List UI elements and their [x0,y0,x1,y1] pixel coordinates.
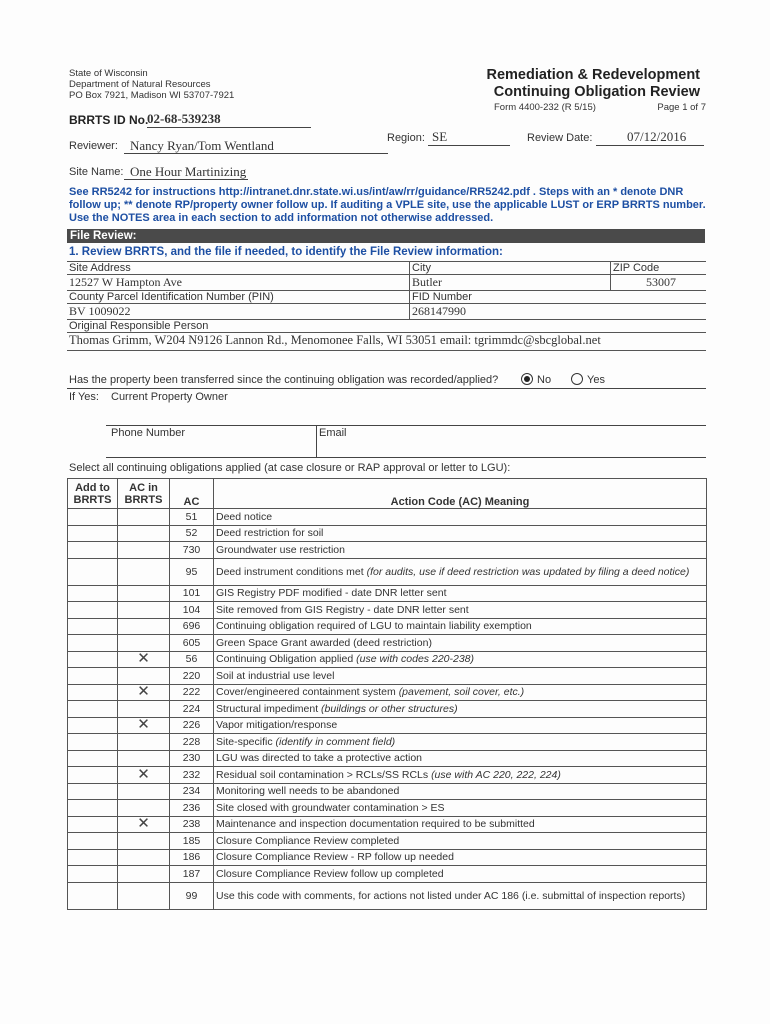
ac-meaning [214,585,707,602]
ac-in-brrts-cell[interactable] [118,734,170,751]
ac-meaning-note: (use with codes 220-238) [356,653,475,666]
form-title-1: Remediation & Redevelopment [486,67,700,83]
ac-code: 226 [170,717,214,734]
ac-in-brrts-cell[interactable] [118,849,170,866]
add-to-brrts-cell[interactable] [68,734,118,751]
review-date-underline [596,145,704,146]
ac-meaning [214,734,707,751]
ac-meaning-text: Site-specific [216,735,276,748]
ac-code: 104 [170,602,214,619]
ac-code: 234 [170,783,214,800]
ac-code: 52 [170,525,214,542]
ac-meaning-text: GIS Registry PDF modified - date DNR letter sent [216,587,447,600]
ac-meaning [214,618,707,635]
ac-code: 238 [170,816,214,833]
ac-meaning [214,849,707,866]
site-name-value[interactable]: One Hour Martinizing [130,164,247,179]
ac-row-52 [68,525,707,542]
ac-meaning-note: (use with AC 220, 222, 224) [431,768,561,781]
phone-underline [106,457,706,458]
ac-meaning [214,602,707,619]
ac-meaning [214,783,707,800]
ac-meaning-note: (identify in comment field) [275,735,396,748]
ac-meaning-text: Deed instrument conditions met [216,565,367,578]
ac-code: 187 [170,866,214,883]
ac-meaning-text: Cover/engineered containment system [216,686,399,699]
ac-row-99 [68,882,707,909]
ac-meaning-text: Vapor mitigation/response [216,719,338,732]
ac-code: 224 [170,701,214,718]
site-name-label: Site Name: [69,166,124,178]
ac-in-brrts-checked-icon[interactable]: ✕ [118,816,170,833]
radio-no-selected-icon[interactable] [521,373,533,385]
region-value[interactable]: SE [432,129,448,144]
ac-code: 56 [170,651,214,668]
ac-row-696 [68,618,707,635]
review-date-value[interactable]: 07/12/2016 [627,129,687,144]
ac-row-51 [68,509,707,526]
pin-value[interactable]: BV 1009022 [67,304,410,320]
add-to-brrts-cell[interactable] [68,618,118,635]
ac-meaning-text: Use this code with comments, for actions not listed under AC 186 (i.e. submittal of inspection reports) [216,889,686,902]
ac-row-224 [68,701,707,718]
ac-meaning-text: Structural impediment [216,702,322,715]
ac-meaning-text: Groundwater use restriction [216,543,345,556]
ac-in-brrts-cell[interactable] [118,635,170,652]
ac-in-brrts-checked-icon[interactable]: ✕ [118,684,170,701]
ac-code: 222 [170,684,214,701]
ac-row-238 [68,816,707,833]
ac-row-222 [68,684,707,701]
ac-code: 236 [170,800,214,817]
transfer-no-option[interactable] [521,373,551,386]
ac-meaning [214,717,707,734]
transfer-divider [67,388,706,389]
city-label: City [410,262,611,275]
ac-row-220 [68,668,707,685]
add-to-brrts-cell[interactable] [68,525,118,542]
site-name-underline [124,179,248,180]
ac-meaning-text: Residual soil contamination > RCLs/SS RCLs [216,768,432,781]
ac-meaning-text: Closure Compliance Review - RP follow up needed [216,851,454,864]
add-to-brrts-cell[interactable] [68,816,118,833]
ac-row-234 [68,783,707,800]
ac-in-brrts-cell[interactable] [118,668,170,685]
ac-in-brrts-cell[interactable] [118,701,170,718]
ac-in-brrts-cell[interactable] [118,882,170,909]
ac-row-95 [68,558,707,585]
pin-label: County Parcel Identification Number (PIN) [67,291,410,304]
add-to-brrts-cell[interactable] [68,651,118,668]
select-all-instruction: Select all continuing obligations applied (at case closure or RAP approval or letter to LGU): [69,462,511,474]
transfer-no-label: No [537,374,552,386]
city-value[interactable]: Butler [410,275,611,291]
ac-in-brrts-checked-icon[interactable]: ✕ [118,767,170,784]
ac-row-228 [68,734,707,751]
phone-email-divider [316,425,317,457]
step-1-heading: 1. Review BRRTS, and the file if needed, to identify the File Review information: [69,246,503,258]
ac-in-brrts-cell[interactable] [118,585,170,602]
add-to-brrts-cell[interactable] [68,558,118,585]
add-to-brrts-cell[interactable] [68,767,118,784]
ac-meaning [214,767,707,784]
add-to-brrts-cell[interactable] [68,668,118,685]
orp-label: Original Responsible Person [67,320,706,333]
form-title-2: Continuing Obligation Review [493,84,700,100]
email-label: Email [319,427,347,439]
transfer-question: Has the property been transferred since the continuing obligation was recorded/applied? [69,374,499,386]
ac-in-brrts-cell[interactable] [118,525,170,542]
ac-meaning [214,833,707,850]
ac-in-brrts-cell[interactable] [118,833,170,850]
ac-in-brrts-cell[interactable] [118,602,170,619]
add-to-brrts-cell[interactable] [68,602,118,619]
ac-meaning [214,750,707,767]
ac-meaning-text: Closure Compliance Review follow up completed [216,867,444,880]
ac-row-187 [68,866,707,883]
ac-code: 51 [170,509,214,526]
ac-meaning-text: Continuing obligation required of LGU to maintain liability exemption [216,620,532,633]
ac-meaning [214,635,707,652]
ac-code: 605 [170,635,214,652]
add-to-brrts-header: Add to BRRTS [68,479,118,509]
action-code-table [67,478,707,910]
ac-meaning-text: Green Space Grant awarded (deed restriction) [216,636,432,649]
add-to-brrts-cell[interactable] [68,783,118,800]
ac-row-730 [68,542,707,559]
ac-meaning [214,668,707,685]
ac-row-230 [68,750,707,767]
brrts-underline [147,127,311,128]
add-to-brrts-cell[interactable] [68,585,118,602]
site-address-label: Site Address [67,262,410,275]
agency-line-3: PO Box 7921, Madison WI 53707-7921 [69,90,235,101]
radio-yes-icon[interactable] [571,373,583,385]
ac-row-104 [68,602,707,619]
add-to-brrts-cell[interactable] [68,750,118,767]
ac-in-brrts-cell[interactable] [118,558,170,585]
ac-code: 230 [170,750,214,767]
ac-meaning-note: (buildings or other structures) [321,702,458,715]
phone-number-label: Phone Number [111,427,185,439]
add-to-brrts-cell[interactable] [68,833,118,850]
add-to-brrts-cell[interactable] [68,849,118,866]
ac-in-brrts-cell[interactable] [118,783,170,800]
ac-meaning [214,701,707,718]
if-yes-label: If Yes: [69,391,99,403]
ac-meaning [214,525,707,542]
reviewer-underline [124,153,388,154]
ac-meaning-text: Soil at industrial use level [216,669,335,682]
add-to-brrts-cell[interactable] [68,882,118,909]
ac-code: 696 [170,618,214,635]
region-label: Region: [387,132,425,144]
page-number: Page 1 of 7 [657,102,706,113]
ac-code: 730 [170,542,214,559]
zip-label: ZIP Code [611,262,707,275]
ac-code: 101 [170,585,214,602]
transfer-yes-option[interactable] [571,373,605,386]
add-to-brrts-cell[interactable] [68,800,118,817]
ac-meaning [214,542,707,559]
fid-value[interactable]: 268147990 [410,304,707,320]
ac-meaning-text: Monitoring well needs to be abandoned [216,785,400,798]
brrts-value[interactable]: 02-68-539238 [147,111,221,126]
ac-row-185 [68,833,707,850]
ac-meaning-text: Deed restriction for soil [216,527,324,540]
add-to-brrts-cell[interactable] [68,701,118,718]
reviewer-label: Reviewer: [69,140,118,152]
site-address-value[interactable]: 12527 W Hampton Ave [67,275,410,291]
agency-line-2: Department of Natural Resources [69,79,211,90]
ac-in-brrts-cell[interactable] [118,542,170,559]
ac-in-brrts-cell[interactable] [118,750,170,767]
ac-in-brrts-cell[interactable] [118,800,170,817]
add-to-brrts-cell[interactable] [68,635,118,652]
instructions-text: See RR5242 for instructions http://intranet.dnr.state.wi.us/int/aw/rr/guidance/RR5242.pdf . Steps with an * denote DNR follow up; ** denote RP/property owner follow up. If auditing a VPLE site, use the applicable LUST or ERP BRRTS number. Use the NOTES area in each section to add information not otherwise addressed. [69,186,706,224]
ac-in-brrts-cell[interactable] [118,866,170,883]
ac-meaning-text: Continuing Obligation applied [216,653,357,666]
ac-in-brrts-cell[interactable] [118,618,170,635]
ac-meaning [214,509,707,526]
ac-row-186 [68,849,707,866]
transfer-yes-label: Yes [587,374,605,386]
ac-row-56 [68,651,707,668]
fid-label: FID Number [410,291,707,304]
ac-meaning-text: Site removed from GIS Registry - date DNR letter sent [216,603,469,616]
ac-meaning [214,684,707,701]
site-info-table [67,261,706,351]
ac-meaning [214,558,707,585]
ac-code: 99 [170,882,214,909]
add-to-brrts-cell[interactable] [68,684,118,701]
ac-header: AC [170,479,214,509]
ac-in-brrts-header: AC in BRRTS [118,479,170,509]
agency-line-1: State of Wisconsin [69,68,148,79]
ac-meaning [214,882,707,909]
ac-meaning [214,816,707,833]
current-owner-label: Current Property Owner [111,391,228,403]
ac-meaning-header: Action Code (AC) Meaning [214,479,707,509]
ac-code: 95 [170,558,214,585]
add-to-brrts-cell[interactable] [68,866,118,883]
ac-code: 220 [170,668,214,685]
ac-meaning-text: LGU was directed to take a protective action [216,752,423,765]
ac-meaning-text: Maintenance and inspection documentation required to be submitted [216,818,535,831]
ac-meaning-note: (for audits, use if deed restriction was updated by filing a deed notice) [366,565,690,578]
orp-value[interactable]: Thomas Grimm, W204 N9126 Lannon Rd., Menomonee Falls, WI 53051 email: tgrimmdc@sbcglobal.net [67,333,706,351]
ac-row-226 [68,717,707,734]
ac-code: 228 [170,734,214,751]
ac-meaning [214,651,707,668]
ac-code: 232 [170,767,214,784]
ac-in-brrts-cell[interactable] [118,509,170,526]
region-underline [428,145,510,146]
ac-row-101 [68,585,707,602]
ac-row-236 [68,800,707,817]
add-to-brrts-cell[interactable] [68,509,118,526]
ac-meaning [214,800,707,817]
ac-code: 185 [170,833,214,850]
ac-meaning-text: Closure Compliance Review completed [216,834,400,847]
ac-in-brrts-checked-icon[interactable]: ✕ [118,717,170,734]
zip-value[interactable]: 53007 [611,275,707,291]
add-to-brrts-cell[interactable] [68,717,118,734]
brrts-label: BRRTS ID No. [69,113,149,127]
ac-in-brrts-checked-icon[interactable]: ✕ [118,651,170,668]
review-date-label: Review Date: [527,132,593,144]
owner-underline [106,425,706,426]
form-number: Form 4400-232 (R 5/15) [494,102,596,113]
ac-meaning [214,866,707,883]
reviewer-value[interactable]: Nancy Ryan/Tom Wentland [130,138,274,153]
ac-meaning-text: Site closed with groundwater contamination > ES [216,801,445,814]
ac-row-232 [68,767,707,784]
file-review-bar: File Review: [67,229,705,243]
ac-meaning-note: (pavement, soil cover, etc.) [398,686,525,699]
ac-row-605 [68,635,707,652]
ac-meaning-text: Deed notice [216,510,273,523]
ac-code: 186 [170,849,214,866]
add-to-brrts-cell[interactable] [68,542,118,559]
